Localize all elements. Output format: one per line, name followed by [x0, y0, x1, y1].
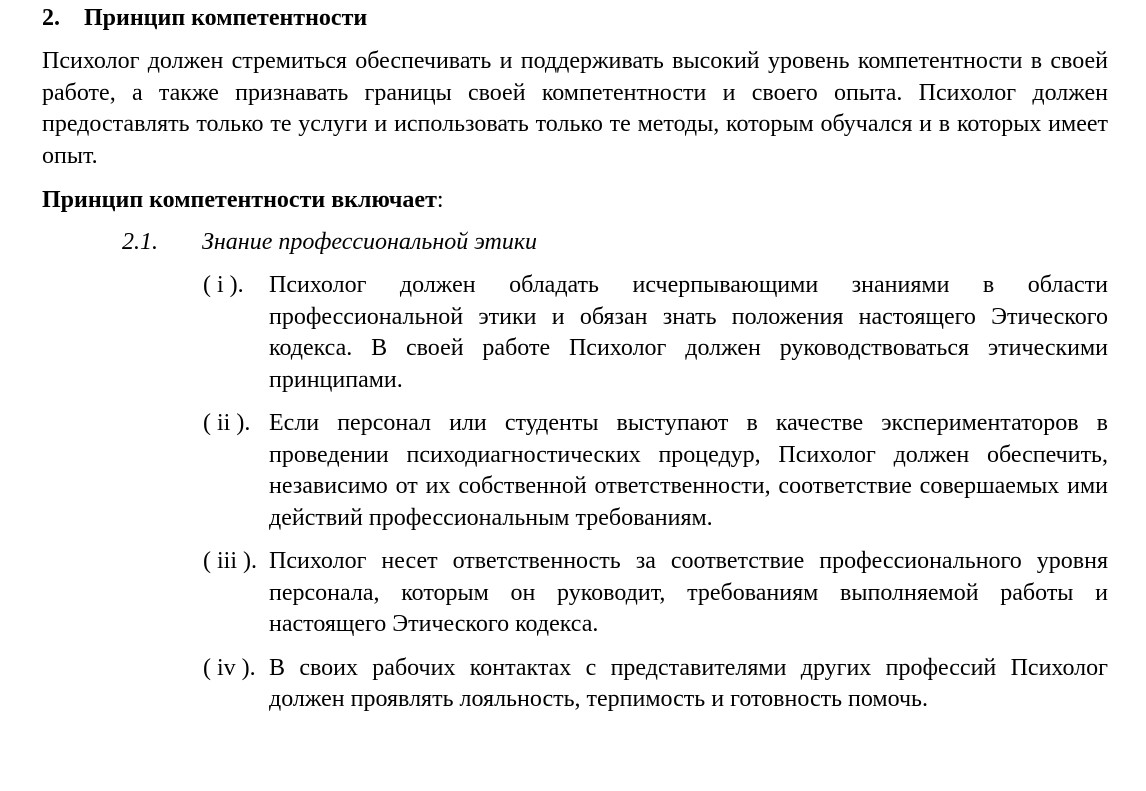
list-item-text: Если персонал или студенты выступают в качестве экспериментаторов в проведении психодиагностических процедур, Психолог должен обеспечить, независимо от их собственной ответственности, соответствие совершаемых ими действий профессиональным требованиям. [269, 410, 1108, 531]
list-item [203, 546, 1108, 641]
list-item-marker: ( i ). [203, 272, 244, 298]
subsection-heading [42, 226, 1108, 258]
section-number: 2. [42, 5, 60, 31]
subsection-number: 2.1. [122, 229, 158, 255]
section-intro-paragraph: Психолог должен стремиться обеспечивать и поддерживать высокий уровень компетентности в своей работе, а также признавать границы своей компетентности и своего опыта. Психолог должен предоставлять только те услуги и использовать только те методы, которым обучался и в которых имеет опыт. [42, 48, 1108, 169]
list-item-marker: ( ii ). [203, 410, 251, 436]
subsection-title: Знание профессиональной этики [202, 229, 538, 255]
list-item [203, 653, 1108, 716]
list-item-text: Психолог несет ответственность за соответствие профессионального уровня персонала, которым он руководит, требованиям выполняемой работы и настоящего Этического кодекса. [269, 548, 1108, 637]
list-item-text: Психолог должен обладать исчерпывающими знаниями в области профессиональной этики и обязан знать положения настоящего Этического кодекса. В своей работе Психолог должен руководствоваться этическими принципами. [269, 272, 1108, 393]
includes-colon: : [436, 187, 444, 213]
includes-label: Принцип компетентности включает [42, 187, 437, 213]
list-item-marker: ( iv ). [203, 654, 256, 681]
section-title: Принцип компетентности [84, 5, 368, 31]
includes-line [42, 184, 1108, 216]
list-item [203, 270, 1108, 396]
list-item [203, 408, 1108, 534]
section-heading [42, 2, 1108, 34]
list-item-text: В своих рабочих контактах с представителями других профессий Психолог должен проявлять лояльность, терпимость и готовность помочь. [269, 654, 1108, 712]
document-page [42, 0, 1108, 716]
list-item-marker: ( iii ). [203, 548, 257, 574]
